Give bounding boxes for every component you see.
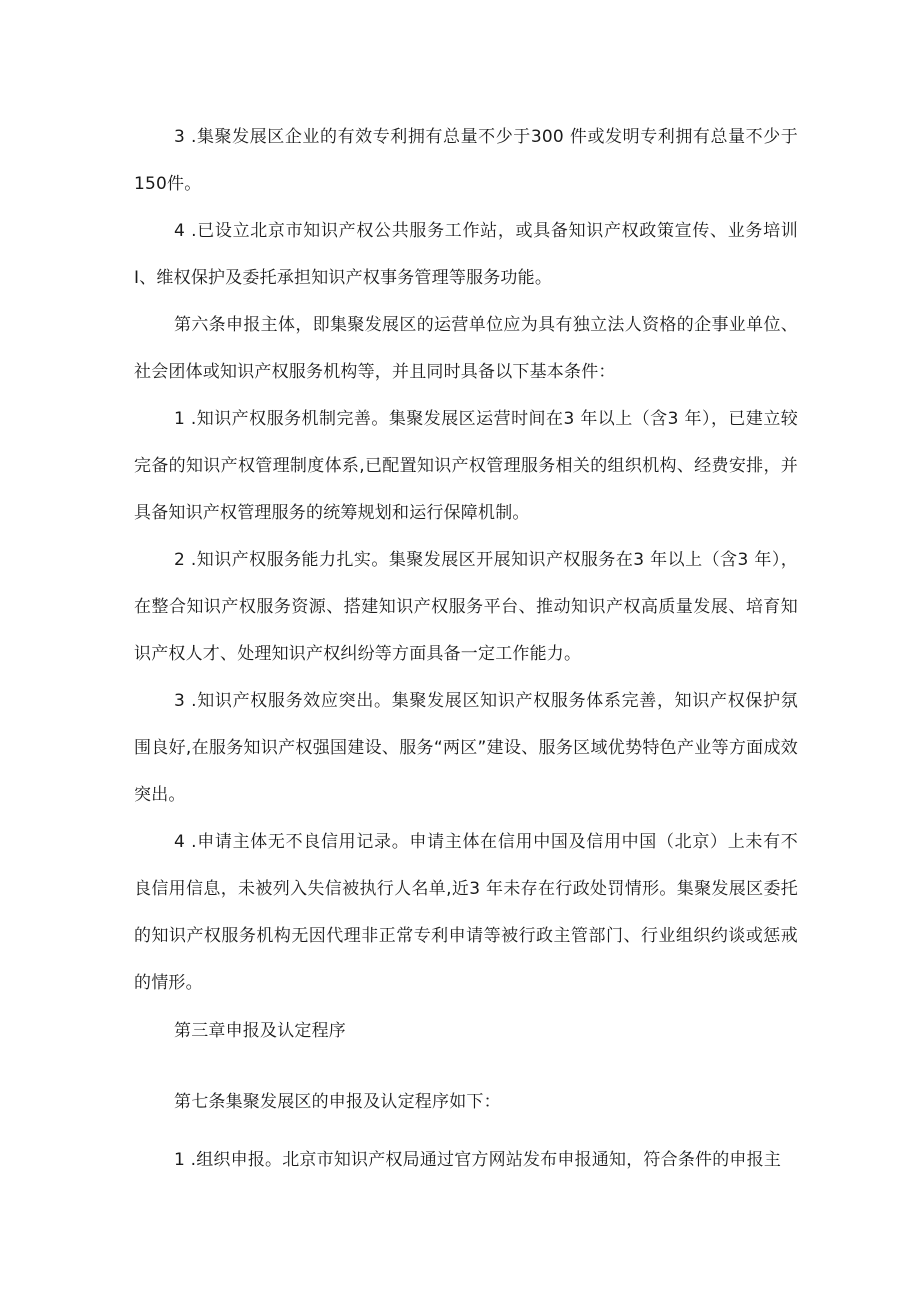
paragraph-service-effect: 3 .知识产权服务效应突出。集聚发展区知识产权服务体系完善，知识产权保护氛围良好,在服务知识产权强国建设、服务“两区”建设、服务区域优势特色产业等方面成效突出。	[134, 691, 798, 805]
paragraph-service-capability: 2 .知识产权服务能力扎实。集聚发展区开展知识产权服务在3 年以上（含3 年），在整合知识产权服务资源、搭建知识产权服务平台、推动知识产权高质量发展、培育知识产权人才、处理知识产权纠纷等方面具备一定工作能力。	[134, 550, 798, 664]
paragraph-organize-application: 1 .组织申报。北京市知识产权局通过官方网站发布申报通知，符合条件的申报主	[174, 1150, 782, 1170]
paragraph-service-mechanism: 1 .知识产权服务机制完善。集聚发展区运营时间在3 年以上（含3 年），已建立较完备的知识产权管理制度体系,已配置知识产权管理服务相关的组织机构、经费安排，并具备知识产权管理服务的统筹规划和运行保障机制。	[134, 409, 798, 523]
chapter-heading: 第三章申报及认定程序	[174, 1021, 346, 1041]
paragraph-credit-record: 4 .申请主体无不良信用记录。申请主体在信用中国及信用中国（北京）上未有不良信用信息，未被列入失信被执行人名单,近3 年未存在行政处罚情形。集聚发展区委托的知识产权服务机构无因代理非正常专利申请等被行政主管部门、行业组织约谈或惩戒的情形。	[134, 832, 798, 993]
paragraph-article-seven: 第七条集聚发展区的申报及认定程序如下：	[174, 1092, 501, 1112]
paragraph-article-six: 第六条申报主体，即集聚发展区的运营单位应为具有独立法人资格的企事业单位、社会团体或知识产权服务机构等，并且同时具备以下基本条件：	[134, 315, 798, 382]
paragraph-service-station: 4 .已设立北京市知识产权公共服务工作站，或具备知识产权政策宣传、业务培训I、维权保护及委托承担知识产权事务管理等服务功能。	[134, 221, 798, 288]
paragraph-patent-count: 3 .集聚发展区企业的有效专利拥有总量不少于300 件或发明专利拥有总量不少于150件。	[134, 127, 798, 194]
